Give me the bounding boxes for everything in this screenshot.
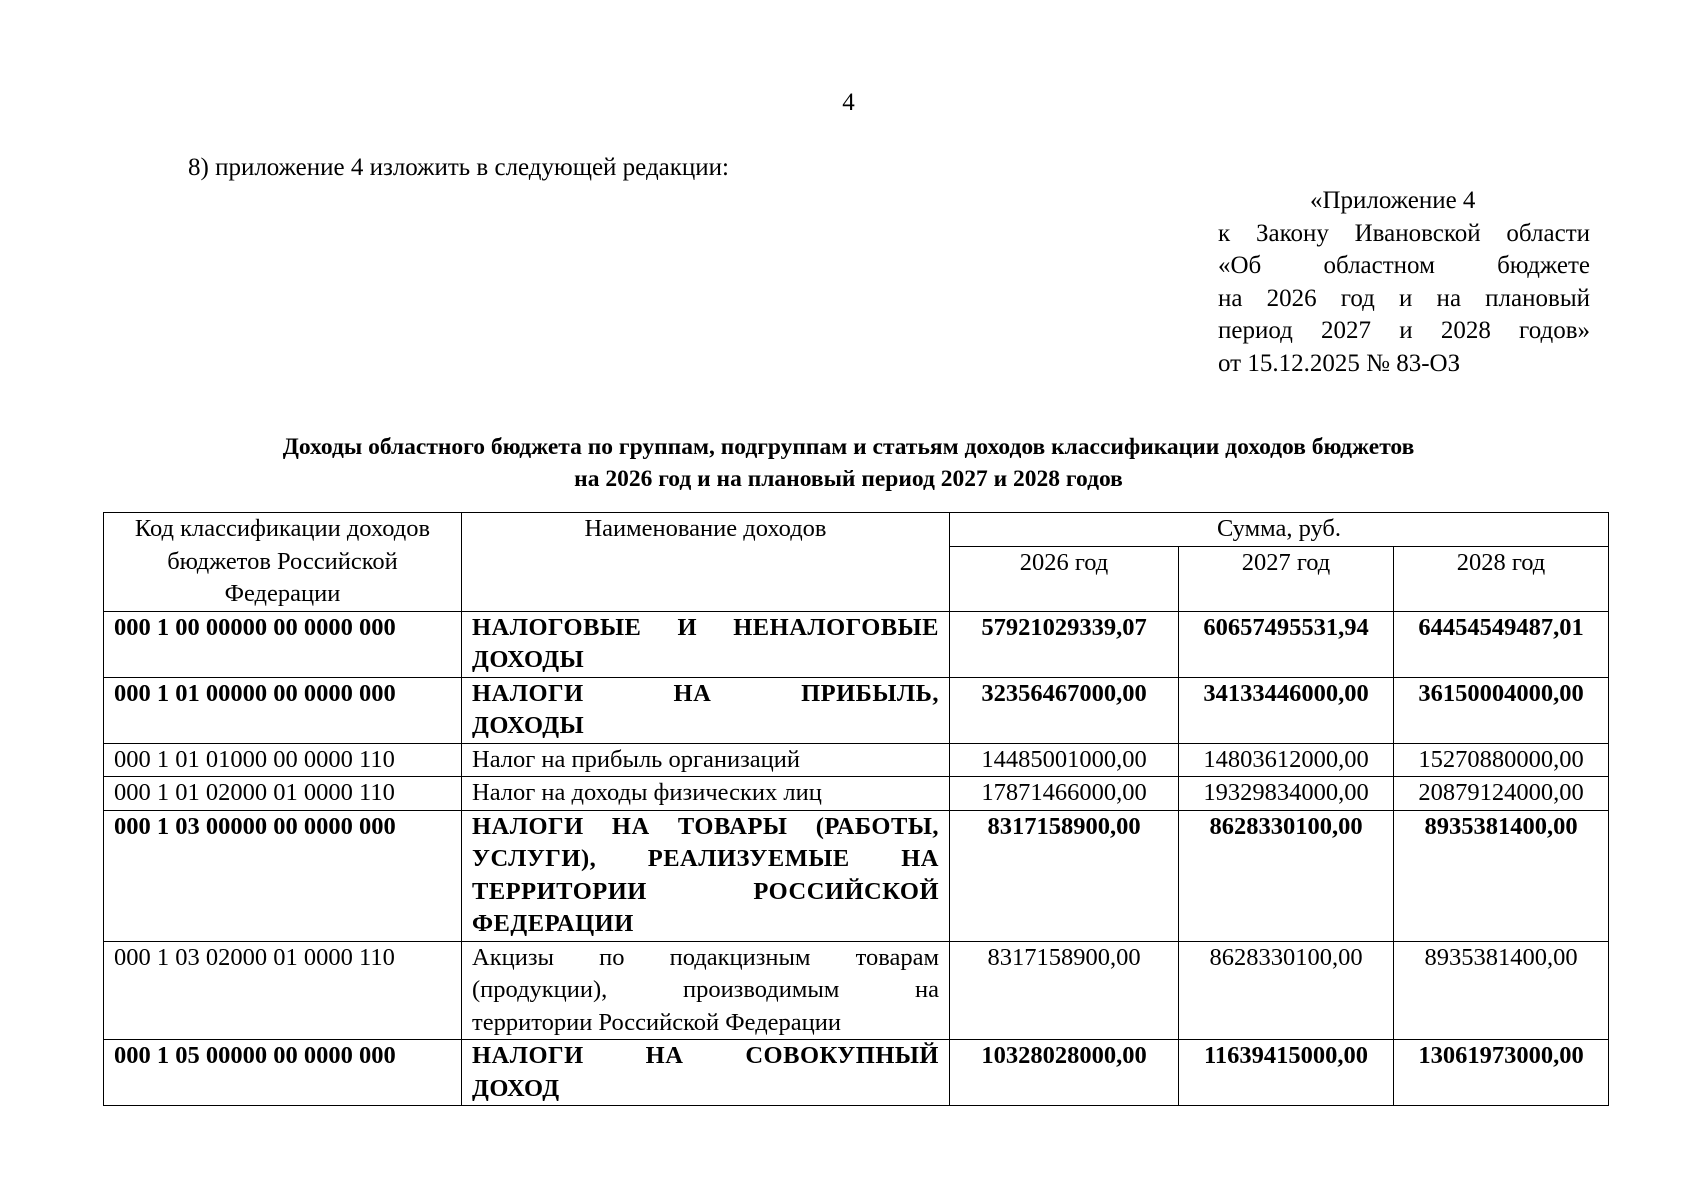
- row-name-line: НАЛОГИ НА СОВОКУПНЫЙ: [472, 1042, 939, 1069]
- row-amount-2027: 34133446000,00: [1179, 677, 1394, 743]
- row-amount-2026: 10328028000,00: [950, 1040, 1179, 1106]
- appendix-line: к Закону Ивановской области: [1218, 219, 1590, 247]
- table-row: [104, 611, 1609, 677]
- table-row: [104, 677, 1609, 743]
- row-amount-2028: 20879124000,00: [1394, 777, 1609, 811]
- row-amount-2028: 64454549487,01: [1394, 611, 1609, 677]
- document-title-line: на 2026 год и на плановый период 2027 и 2028 годов: [574, 466, 1123, 492]
- row-code: 000 1 01 02000 01 0000 110: [104, 777, 462, 811]
- row-name: [462, 810, 950, 941]
- document-title-line: Доходы областного бюджета по группам, подгруппам и статьям доходов классификации доходов бюджетов: [282, 434, 1415, 460]
- appendix-line: на 2026 год и на плановый: [1218, 284, 1590, 312]
- row-amount-2026: 32356467000,00: [950, 677, 1179, 743]
- row-name-line: НАЛОГИ НА ПРИБЫЛЬ,: [472, 679, 939, 707]
- table-row: [104, 1040, 1609, 1106]
- row-name-line: ДОХОДЫ: [472, 646, 585, 673]
- appendix-line: «Об областном бюджете: [1218, 252, 1590, 279]
- row-code: 000 1 03 00000 00 0000 000: [104, 810, 462, 941]
- row-name: [462, 1040, 950, 1106]
- row-code: 000 1 01 00000 00 0000 000: [104, 677, 462, 743]
- appendix-line: «Приложение 4: [1310, 187, 1476, 214]
- revenue-table: [103, 512, 1609, 1106]
- row-name: [462, 777, 950, 811]
- row-name-line: НАЛОГОВЫЕ И НЕНАЛОГОВЫЕ: [472, 613, 939, 641]
- row-name: [462, 677, 950, 743]
- row-amount-2028: 15270880000,00: [1394, 743, 1609, 777]
- document-title: [100, 431, 1597, 495]
- table-row: [104, 743, 1609, 777]
- header-year-2026: 2026 год: [950, 547, 1179, 611]
- row-name-line: ДОХОД: [472, 1074, 560, 1102]
- table-row: [104, 777, 1609, 811]
- row-name-line: Налог на доходы физических лиц: [472, 779, 822, 806]
- row-amount-2027: 60657495531,94: [1179, 611, 1394, 677]
- row-name-line: ФЕДЕРАЦИИ: [472, 910, 634, 937]
- row-amount-2027: 8628330100,00: [1179, 810, 1394, 941]
- row-code: 000 1 00 00000 00 0000 000: [104, 611, 462, 677]
- appendix-reference: [1218, 185, 1590, 380]
- row-amount-2026: 8317158900,00: [950, 941, 1179, 1040]
- row-name: [462, 743, 950, 777]
- row-name-line: УСЛУГИ), РЕАЛИЗУЕМЫЕ НА: [472, 845, 939, 872]
- row-amount-2026: 57921029339,07: [950, 611, 1179, 677]
- appendix-line: от 15.12.2025 № 83-ОЗ: [1218, 349, 1461, 377]
- table-row: [104, 941, 1609, 1040]
- header-year-2028: 2028 год: [1394, 547, 1609, 611]
- row-amount-2026: 14485001000,00: [950, 743, 1179, 777]
- row-amount-2026: 17871466000,00: [950, 777, 1179, 811]
- row-amount-2027: 19329834000,00: [1179, 777, 1394, 811]
- header-code: Код классификации доходов бюджетов Российской Федерации: [104, 513, 462, 612]
- row-amount-2027: 14803612000,00: [1179, 743, 1394, 777]
- row-code: 000 1 05 00000 00 0000 000: [104, 1040, 462, 1106]
- header-sum: Сумма, руб.: [950, 513, 1609, 547]
- row-amount-2028: 8935381400,00: [1394, 941, 1609, 1040]
- row-amount-2027: 11639415000,00: [1179, 1040, 1394, 1106]
- row-name-line: ДОХОДЫ: [472, 712, 585, 739]
- row-name-line: НАЛОГИ НА ТОВАРЫ (РАБОТЫ,: [472, 812, 939, 840]
- row-name-line: ТЕРРИТОРИИ РОССИЙСКОЙ: [472, 877, 939, 905]
- row-amount-2028: 8935381400,00: [1394, 810, 1609, 941]
- row-name-line: (продукции), производимым на: [472, 976, 939, 1003]
- row-code: 000 1 03 02000 01 0000 110: [104, 941, 462, 1040]
- appendix-line: период 2027 и 2028 годов»: [1218, 317, 1590, 344]
- row-name: [462, 611, 950, 677]
- page-number: 4: [842, 89, 855, 116]
- row-code: 000 1 01 01000 00 0000 110: [104, 743, 462, 777]
- row-name-line: территории Российской Федерации: [472, 1008, 841, 1036]
- row-amount-2027: 8628330100,00: [1179, 941, 1394, 1040]
- row-amount-2028: 36150004000,00: [1394, 677, 1609, 743]
- table-row: [104, 810, 1609, 941]
- row-amount-2026: 8317158900,00: [950, 810, 1179, 941]
- header-year-2027: 2027 год: [1179, 547, 1394, 611]
- amendment-intro: 8) приложение 4 изложить в следующей редакции:: [188, 154, 729, 181]
- row-amount-2028: 13061973000,00: [1394, 1040, 1609, 1106]
- header-name: Наименование доходов: [462, 513, 950, 612]
- row-name: [462, 941, 950, 1040]
- row-name-line: Акцизы по подакцизным товарам: [472, 943, 939, 971]
- row-name-line: Налог на прибыль организаций: [472, 745, 800, 773]
- table-body: [104, 611, 1609, 1106]
